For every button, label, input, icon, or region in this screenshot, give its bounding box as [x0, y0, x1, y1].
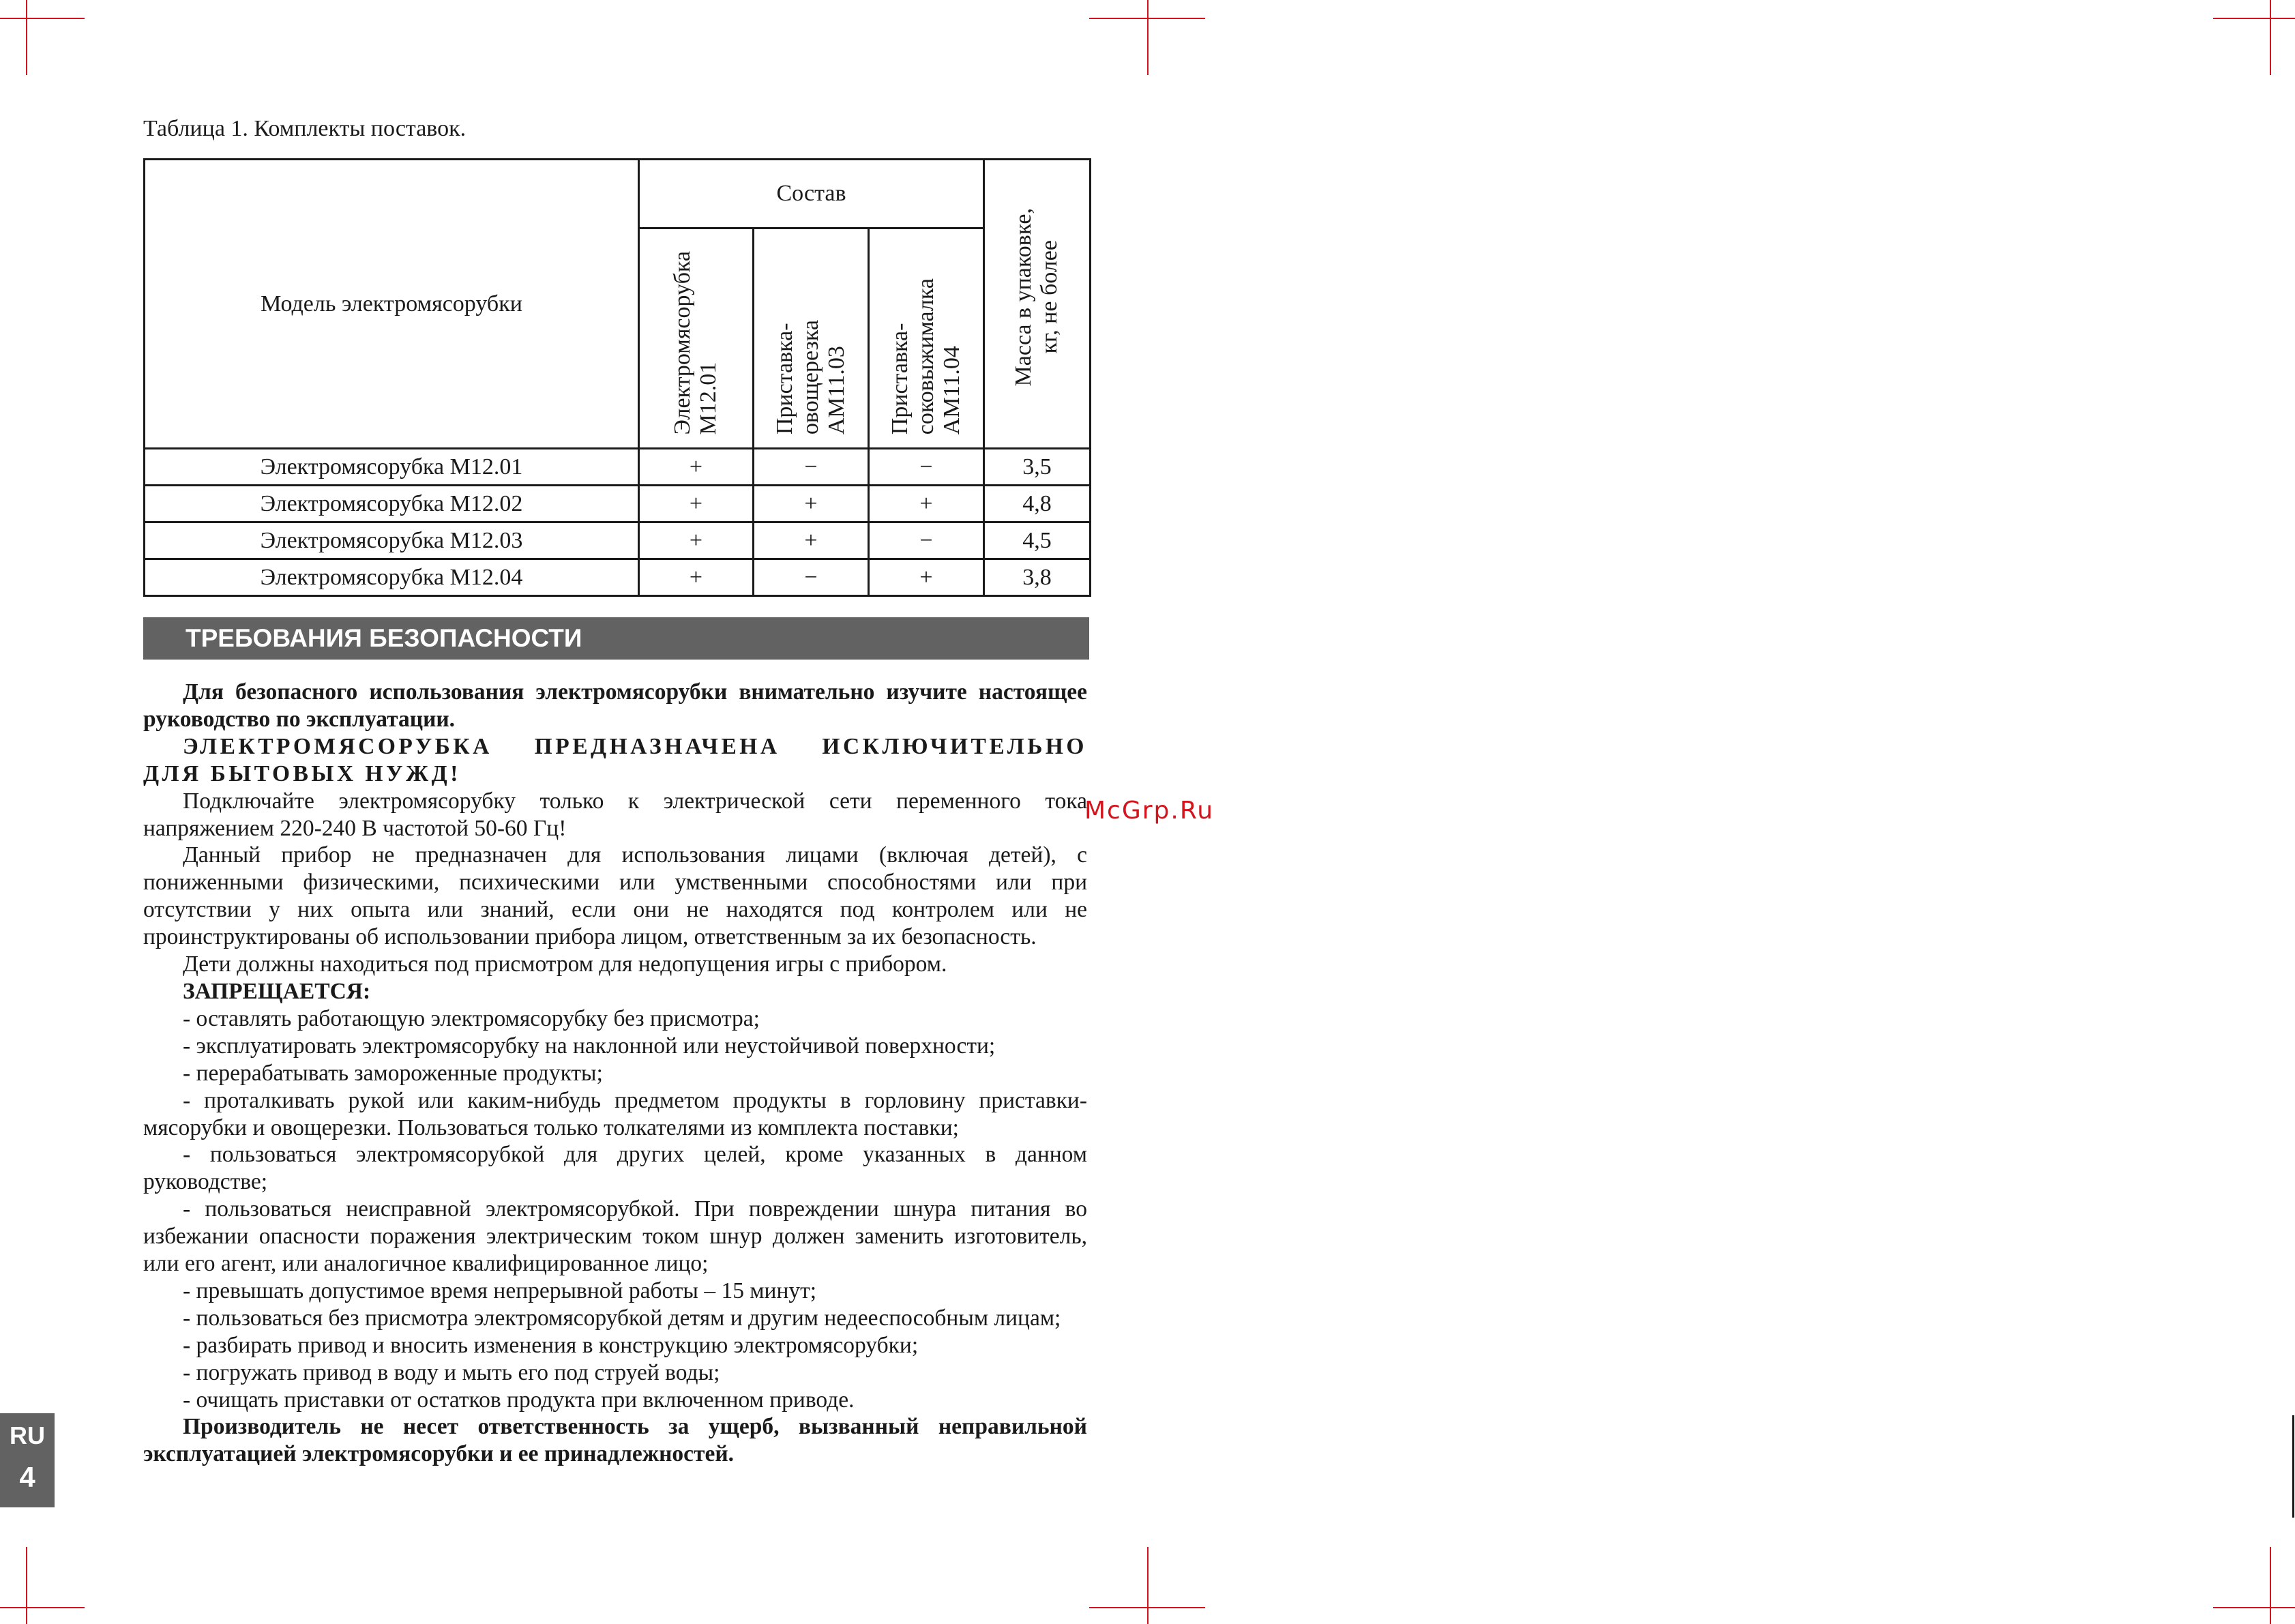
table-row [145, 559, 1091, 596]
children-paragraph: Дети должны находиться под присмотром для недопущения игры с прибором. [183, 951, 947, 977]
tab-divider [55, 1413, 80, 1507]
crop-mark [2213, 1607, 2295, 1608]
section-title: ТРЕБОВАНИЯ БЕЗОПАСНОСТИ [143, 617, 1089, 660]
forbidden-item: - перерабатывать замороженные продукты; [183, 1060, 603, 1086]
intro-paragraph: Для безопасного использования электромясорубки внимательно изучите настоящее руководство по эксплуатации. [143, 679, 1087, 732]
table-row [145, 449, 1091, 486]
language-label: RU [10, 1421, 45, 1449]
table-row [145, 522, 1091, 559]
crop-mark [2292, 1415, 2294, 1518]
juicer-cell: − [869, 522, 984, 559]
power-supply-paragraph: Подключайте электромясорубку только к электрической сети переменного тока напряжением 220-240 В частотой 50-60 Гц! [143, 788, 1087, 841]
column-header-text: Электромясорубка М12.01 [670, 250, 722, 434]
model-cell: Электромясорубка М12.02 [145, 486, 639, 522]
model-column-header: Модель электромясорубки [145, 160, 639, 449]
grinder-cell: + [639, 449, 754, 486]
restricted-users-paragraph: Данный прибор не предназначен для использования лицами (включая детей), с пониженными физическими, психическими или умственными способностями или при отсутствии у них опыта или знаний, если они не находятся под контролем или не проинструктированы об использовании прибора лицом, ответственным за их безопасность. [143, 842, 1087, 950]
mass-header-text: Масса в упаковке, кг, не более [1011, 208, 1063, 387]
page-tab [0, 1413, 80, 1507]
slicer-cell: + [754, 522, 869, 559]
crop-mark [0, 1607, 85, 1608]
grinder-cell: + [639, 559, 754, 596]
juicer-cell: + [869, 559, 984, 596]
page-number: 4 [19, 1461, 35, 1493]
crop-mark [0, 18, 85, 19]
slicer-cell: − [754, 559, 869, 596]
composition-header: Состав [639, 160, 984, 228]
crop-mark [2213, 18, 2295, 19]
juicer-cell: + [869, 486, 984, 522]
grinder-cell: + [639, 522, 754, 559]
forbidden-item: - погружать привод в воду и мыть его под струей воды; [183, 1359, 720, 1385]
column-header-text: Приставка- овощерезка АМ11.03 [771, 319, 850, 434]
household-use-warning: ЭЛЕКТРОМЯСОРУБКА ПРЕДНАЗНАЧЕНА ИСКЛЮЧИТЕЛЬНО ДЛЯ БЫТОВЫХ НУЖД! [143, 733, 1087, 786]
table-caption: Таблица 1. Комплекты поставок. [143, 116, 467, 141]
model-cell: Электромясорубка М12.03 [145, 522, 639, 559]
crop-mark [1147, 1547, 1149, 1624]
mass-cell: 4,5 [984, 522, 1091, 559]
table-row [145, 486, 1091, 522]
crop-mark [2270, 1547, 2271, 1624]
liability-paragraph: Производитель не несет ответственность за ущерб, вызванный неправильной эксплуатацией электромясорубки и ее принадлежностей. [143, 1414, 1087, 1467]
juicer-cell: − [869, 449, 984, 486]
model-cell: Электромясорубка М12.04 [145, 559, 639, 596]
forbidden-item: - пользоваться неисправной электромясорубкой. При повреждении шнура питания во избежании опасности поражения электрическим током шнур должен заменить изготовитель, или его агент, или аналогичное квалифицированное лицо; [143, 1196, 1087, 1277]
forbidden-item: - разбирать привод и вносить изменения в конструкцию электромясорубки; [183, 1332, 919, 1358]
forbidden-item: - очищать приставки от остатков продукта при включенном приводе. [183, 1387, 855, 1413]
slicer-cell: − [754, 449, 869, 486]
column-header-juicer [869, 228, 984, 449]
crop-mark [26, 0, 27, 75]
delivery-sets-table [143, 158, 1091, 597]
forbidden-item: - эксплуатировать электромясорубку на наклонной или неустойчивой поверхности; [183, 1033, 996, 1059]
grinder-cell: + [639, 486, 754, 522]
mass-cell: 3,8 [984, 559, 1091, 596]
crop-mark [2270, 0, 2271, 75]
column-header-slicer [754, 228, 869, 449]
watermark: McGrp.Ru [1084, 797, 1215, 825]
forbidden-item: - пользоваться электромясорубкой для других целей, кроме указанных в данном руководстве; [143, 1142, 1087, 1195]
forbidden-item: - проталкивать рукой или каким-нибудь предметом продукты в горловину приставки-мясорубки и овощерезки. Пользоваться только толкателями из комплекта поставки; [143, 1087, 1087, 1140]
crop-mark [26, 1547, 27, 1624]
forbidden-item: - превышать допустимое время непрерывной работы – 15 минут; [183, 1278, 817, 1303]
safety-requirements-text [143, 679, 1087, 1468]
forbidden-item: - оставлять работающую электромясорубку без присмотра; [183, 1005, 760, 1031]
forbidden-title: ЗАПРЕЩАЕТСЯ: [183, 978, 371, 1004]
slicer-cell: + [754, 486, 869, 522]
model-cell: Электромясорубка М12.01 [145, 449, 639, 486]
forbidden-item: - пользоваться без присмотра электромясорубкой детям и другим недееспособным лицам; [183, 1305, 1061, 1331]
column-header-grinder [639, 228, 754, 449]
column-header-text: Приставка- соковыжималка АМ11.04 [887, 278, 965, 434]
mass-cell: 4,8 [984, 486, 1091, 522]
crop-mark [1147, 0, 1149, 75]
mass-column-header [984, 160, 1091, 449]
mass-cell: 3,5 [984, 449, 1091, 486]
